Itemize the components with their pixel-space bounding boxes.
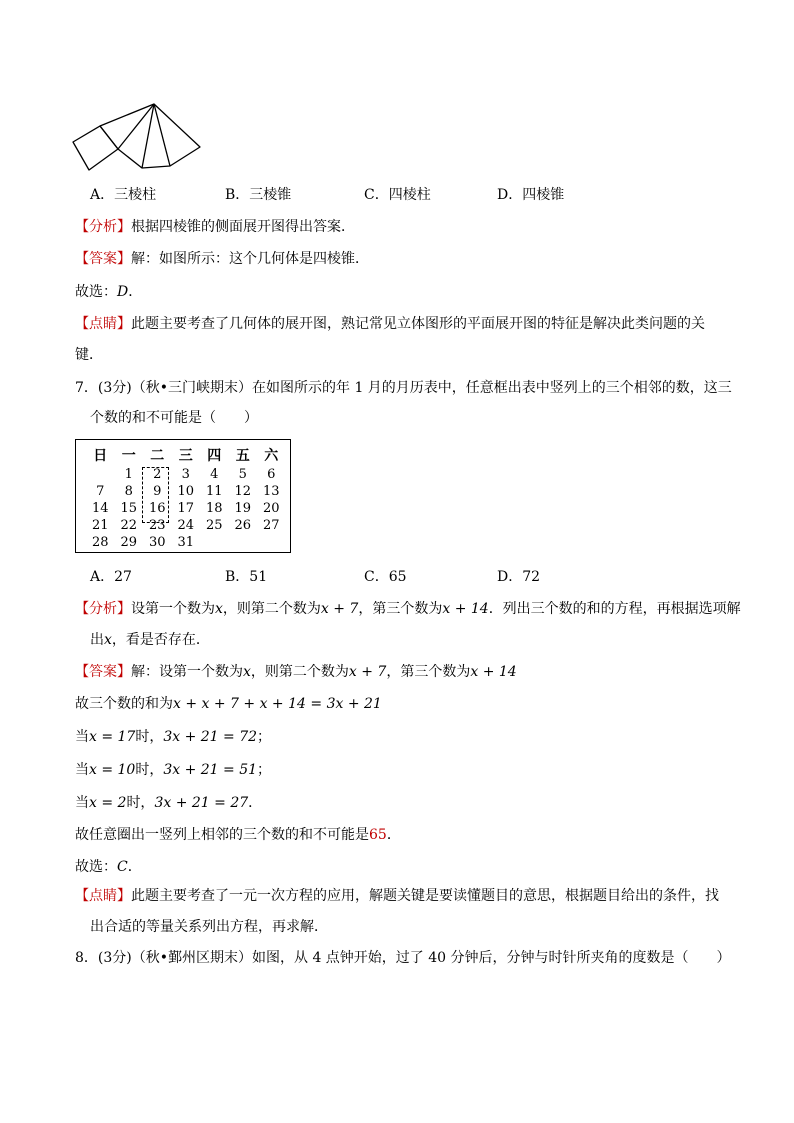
q7-choice [75,857,142,877]
calendar-day: 25 [205,518,223,533]
sum-expr: x + x + 7 + x + 14 = 3x + 21 [173,696,382,712]
pyramid-net-figure [70,100,210,172]
calendar-day: 12 [234,484,252,499]
calendar-day: 24 [177,518,195,533]
q7-answer-line [75,662,517,682]
analysis-text: ，第三个数为 [358,601,443,617]
calendar-day: 26 [234,518,252,533]
calendar-day: 16 [148,501,166,516]
answer-text: ，则第二个数为 [250,664,349,680]
q6-choice [75,282,142,302]
calendar-day: 4 [210,467,219,482]
calendar-day: 10 [177,484,195,499]
calendar-day: 22 [120,518,138,533]
q6-answer [75,249,369,269]
weekday-header: 三 [178,448,193,464]
case-expr: 3x + 21 = 27 [154,795,249,811]
calendar-day [86,466,115,483]
case-text: 时， [126,795,155,811]
weekday-header: 一 [121,448,136,464]
analysis-text: 出 [90,632,104,648]
weekday-header: 六 [264,448,279,464]
q7-option-a: A．27 [90,569,132,585]
q6-option-d: D．四棱锥 [497,187,565,203]
q7-case-3 [75,793,262,813]
comment-text: 此题主要考查了一元一次方程的应用，解题关键是要读懂题目的意思，根据题目给出的条件，找 [131,888,719,904]
q7-analysis-line1 [75,599,741,619]
q7-comment-line2: 出合适的等量关系列出方程，再求解． [90,919,328,935]
comment-tag: 【点睛】 [75,316,131,332]
weekday-header: 日 [93,448,108,464]
case-text: 当 [75,729,89,745]
weekday-header: 二 [150,448,165,464]
q7-stem-line2: 个数的和不可能是（ ） [90,410,258,426]
calendar-day: 17 [177,501,195,516]
calendar-day: 15 [120,501,138,516]
calendar-row [86,483,286,500]
choose-letter: D [117,284,129,300]
choose-prefix: 故选： [75,859,117,875]
calendar-day [200,534,229,551]
calendar-day: 8 [124,484,133,499]
q7-sum-line [75,694,382,714]
sum-prefix: 故三个数的和为 [75,696,173,712]
case-eq: x = 2 [89,795,127,811]
q6-option-b: B．三棱锥 [225,187,292,203]
q7-stem-line1: 7．(3分)（秋•三门峡期末）在如图所示的年 1 月的月历表中，任意框出表中竖列上的三个相邻的数，这三 [75,380,732,396]
calendar-day: 21 [91,518,109,533]
calendar-day: 30 [148,535,166,550]
q7-case-1 [75,727,271,747]
answer-text: 解：如图所示：这个几何体是四棱锥． [131,251,369,267]
calendar-day: 23 [148,518,166,533]
calendar-day [257,534,286,551]
analysis-tag: 【分析】 [75,219,131,235]
q7-option-c: C．65 [364,569,407,585]
calendar-header-row [86,446,286,466]
analysis-text: 根据四棱锥的侧面展开图得出答案． [131,219,355,235]
math-var: x [243,664,251,680]
case-text: 当 [75,762,89,778]
math-expr: x + 14 [470,664,517,680]
conclusion-text: 故任意圈出一竖列上相邻的三个数的和不可能是 [75,827,369,843]
calendar-row [86,517,286,534]
case-text: 时， [135,762,164,778]
calendar-day: 9 [153,484,162,499]
q6-analysis [75,217,355,237]
case-expr: 3x + 21 = 72 [163,729,258,745]
calendar-day: 3 [181,467,190,482]
analysis-tag: 【分析】 [75,601,131,617]
answer-tag: 【答案】 [75,664,131,680]
calendar-day: 27 [262,518,280,533]
q7-conclusion [75,825,401,845]
calendar-day [229,534,258,551]
calendar-row [86,466,286,483]
q6-comment-line2: 键． [75,347,103,363]
calendar-table [75,439,291,553]
analysis-text: ，看是否存在． [111,632,210,648]
weekday-header: 五 [235,448,250,464]
case-text: ； [257,729,272,745]
comment-tag: 【点睛】 [75,888,131,904]
math-expr: x + 7 [348,664,387,680]
calendar-day: 13 [262,484,280,499]
choose-prefix: 故选： [75,284,117,300]
q7-case-2 [75,760,271,780]
math-var: x [104,632,112,648]
q6-option-a: A．三棱柱 [90,187,157,203]
calendar-row [86,500,286,517]
comment-text: 此题主要考查了几何体的展开图，熟记常见立体图形的平面展开图的特征是解决此类问题的关 [131,316,705,332]
analysis-text: ．列出三个数的和的方程，再根据选项解 [488,601,741,617]
q6-option-c: C．四棱柱 [364,187,431,203]
calendar-day: 29 [120,535,138,550]
q8-stem: 8．(3分)（秋•鄞州区期末）如图，从 4 点钟开始，过了 40 分钟后，分钟与时针所夹角的度数是（ ） [75,950,731,966]
weekday-header: 四 [207,448,222,464]
conclusion-value: 65 [369,827,387,843]
case-eq: x = 17 [89,729,136,745]
q7-option-d: D．72 [497,569,541,585]
case-text: ． [248,795,263,811]
answer-text: ，第三个数为 [386,664,471,680]
calendar-day: 5 [238,467,247,482]
math-expr: x + 7 [320,601,359,617]
calendar-day: 11 [205,484,223,499]
calendar-day: 20 [262,501,280,516]
math-expr: x + 14 [442,601,489,617]
calendar-day: 31 [177,535,195,550]
case-expr: 3x + 21 = 51 [163,762,258,778]
q7-option-b: B．51 [225,569,268,585]
choose-suffix: ． [128,284,143,300]
answer-text: 解：设第一个数为 [131,664,243,680]
analysis-text: ，则第二个数为 [222,601,321,617]
case-text: ； [257,762,272,778]
q6-comment-line1 [75,314,705,334]
conclusion-text: ． [386,827,401,843]
case-text: 当 [75,795,89,811]
calendar-day: 18 [205,501,223,516]
analysis-text: 设第一个数为 [131,601,215,617]
calendar-day: 6 [267,467,276,482]
case-eq: x = 10 [89,762,136,778]
calendar-day: 2 [153,467,162,482]
calendar-day: 1 [124,467,133,482]
calendar-row [86,534,286,551]
calendar-day: 28 [91,535,109,550]
answer-tag: 【答案】 [75,251,131,267]
calendar-grid [86,446,286,551]
calendar-day: 7 [96,484,105,499]
math-var: x [215,601,223,617]
case-text: 时， [135,729,164,745]
choose-letter: C [117,859,128,875]
q7-comment-line1 [75,886,719,906]
calendar-day: 14 [91,501,109,516]
choose-suffix: ． [127,859,142,875]
q7-analysis-line2 [90,630,210,650]
calendar-day: 19 [234,501,252,516]
